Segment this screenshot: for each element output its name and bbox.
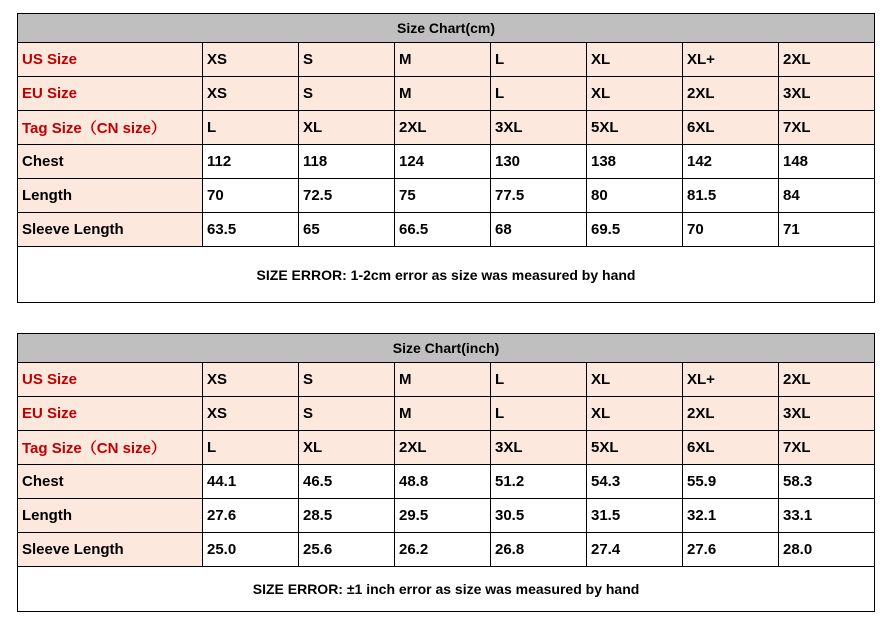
table-cell: XL+ bbox=[683, 43, 779, 77]
row-label: Sleeve Length bbox=[18, 533, 203, 567]
table-cell: L bbox=[491, 43, 587, 77]
table-cell: XL bbox=[587, 77, 683, 111]
table-cell: 118 bbox=[299, 145, 395, 179]
table-cell: 29.5 bbox=[395, 499, 491, 533]
row-label: Tag Size（CN size） bbox=[18, 111, 203, 145]
table-cell: 30.5 bbox=[491, 499, 587, 533]
table-cell: 51.2 bbox=[491, 465, 587, 499]
row-label: EU Size bbox=[18, 77, 203, 111]
table-cell: S bbox=[299, 363, 395, 397]
table-cell: 44.1 bbox=[203, 465, 299, 499]
table-cell: XL bbox=[299, 431, 395, 465]
chart-title: Size Chart(inch) bbox=[18, 334, 875, 363]
table-cell: 28.5 bbox=[299, 499, 395, 533]
table-cell: 65 bbox=[299, 213, 395, 247]
table-cell: 72.5 bbox=[299, 179, 395, 213]
row-label: Chest bbox=[18, 145, 203, 179]
size-chart-inch bbox=[17, 333, 875, 612]
table-cell: L bbox=[491, 363, 587, 397]
table-cell: 2XL bbox=[683, 397, 779, 431]
table-row bbox=[18, 363, 875, 397]
table-cell: M bbox=[395, 77, 491, 111]
table-row bbox=[18, 397, 875, 431]
table-cell: XL bbox=[587, 363, 683, 397]
table-cell: S bbox=[299, 397, 395, 431]
table-row bbox=[18, 213, 875, 247]
table-cell: 81.5 bbox=[683, 179, 779, 213]
table-row bbox=[18, 77, 875, 111]
table-cell: XS bbox=[203, 397, 299, 431]
table-cell: 66.5 bbox=[395, 213, 491, 247]
table-cell: 32.1 bbox=[683, 499, 779, 533]
table-cell: 46.5 bbox=[299, 465, 395, 499]
table-cell: 26.8 bbox=[491, 533, 587, 567]
table-cell: XS bbox=[203, 363, 299, 397]
table-cell: 77.5 bbox=[491, 179, 587, 213]
table-cell: 5XL bbox=[587, 431, 683, 465]
size-error-note: SIZE ERROR: 1-2cm error as size was measured by hand bbox=[18, 247, 875, 303]
table-cell: L bbox=[203, 431, 299, 465]
table-cell: 2XL bbox=[779, 43, 875, 77]
table-cell: 33.1 bbox=[779, 499, 875, 533]
row-label: Length bbox=[18, 179, 203, 213]
table-cell: 124 bbox=[395, 145, 491, 179]
table-cell: 2XL bbox=[779, 363, 875, 397]
table-cell: 3XL bbox=[491, 111, 587, 145]
table-row bbox=[18, 431, 875, 465]
table-cell: 27.6 bbox=[683, 533, 779, 567]
table-cell: XL bbox=[587, 397, 683, 431]
table-cell: 63.5 bbox=[203, 213, 299, 247]
table-row bbox=[18, 533, 875, 567]
table-cell: 2XL bbox=[395, 431, 491, 465]
table-cell: 5XL bbox=[587, 111, 683, 145]
table-cell: 69.5 bbox=[587, 213, 683, 247]
table-cell: 27.6 bbox=[203, 499, 299, 533]
table-cell: 84 bbox=[779, 179, 875, 213]
table-cell: M bbox=[395, 363, 491, 397]
table-cell: 6XL bbox=[683, 431, 779, 465]
table-row bbox=[18, 145, 875, 179]
table-cell: XL bbox=[299, 111, 395, 145]
table-cell: XL bbox=[587, 43, 683, 77]
row-label: US Size bbox=[18, 43, 203, 77]
table-cell: XS bbox=[203, 77, 299, 111]
table-cell: S bbox=[299, 77, 395, 111]
table-cell: 31.5 bbox=[587, 499, 683, 533]
table-cell: 68 bbox=[491, 213, 587, 247]
table-row bbox=[18, 499, 875, 533]
table-cell: 6XL bbox=[683, 111, 779, 145]
table-cell: 138 bbox=[587, 145, 683, 179]
table-cell: 48.8 bbox=[395, 465, 491, 499]
table-cell: 7XL bbox=[779, 111, 875, 145]
table-row bbox=[18, 465, 875, 499]
table-cell: M bbox=[395, 397, 491, 431]
table-cell: 3XL bbox=[779, 397, 875, 431]
table-cell: 58.3 bbox=[779, 465, 875, 499]
table-cell: S bbox=[299, 43, 395, 77]
row-label: Length bbox=[18, 499, 203, 533]
table-cell: 80 bbox=[587, 179, 683, 213]
table-cell: L bbox=[203, 111, 299, 145]
table-cell: 2XL bbox=[683, 77, 779, 111]
table-cell: 3XL bbox=[779, 77, 875, 111]
table-cell: 7XL bbox=[779, 431, 875, 465]
row-label: EU Size bbox=[18, 397, 203, 431]
chart-title: Size Chart(cm) bbox=[18, 14, 875, 43]
table-cell: 70 bbox=[683, 213, 779, 247]
table-row bbox=[18, 43, 875, 77]
size-error-note: SIZE ERROR: ±1 inch error as size was measured by hand bbox=[18, 567, 875, 612]
table-cell: 25.6 bbox=[299, 533, 395, 567]
table-row bbox=[18, 179, 875, 213]
table-cell: XL+ bbox=[683, 363, 779, 397]
table-cell: M bbox=[395, 43, 491, 77]
table-cell: 142 bbox=[683, 145, 779, 179]
table-cell: L bbox=[491, 397, 587, 431]
table-cell: 27.4 bbox=[587, 533, 683, 567]
table-cell: 71 bbox=[779, 213, 875, 247]
row-label: Tag Size（CN size） bbox=[18, 431, 203, 465]
table-cell: 25.0 bbox=[203, 533, 299, 567]
table-cell: 2XL bbox=[395, 111, 491, 145]
row-label: US Size bbox=[18, 363, 203, 397]
table-row bbox=[18, 111, 875, 145]
table-cell: 75 bbox=[395, 179, 491, 213]
table-cell: 3XL bbox=[491, 431, 587, 465]
table-cell: 55.9 bbox=[683, 465, 779, 499]
table-cell: 130 bbox=[491, 145, 587, 179]
table-cell: 26.2 bbox=[395, 533, 491, 567]
table-cell: 112 bbox=[203, 145, 299, 179]
table-cell: L bbox=[491, 77, 587, 111]
table-cell: 54.3 bbox=[587, 465, 683, 499]
row-label: Sleeve Length bbox=[18, 213, 203, 247]
table-cell: 70 bbox=[203, 179, 299, 213]
table-cell: 28.0 bbox=[779, 533, 875, 567]
table-cell: 148 bbox=[779, 145, 875, 179]
size-chart-cm bbox=[17, 13, 875, 303]
table-cell: XS bbox=[203, 43, 299, 77]
row-label: Chest bbox=[18, 465, 203, 499]
